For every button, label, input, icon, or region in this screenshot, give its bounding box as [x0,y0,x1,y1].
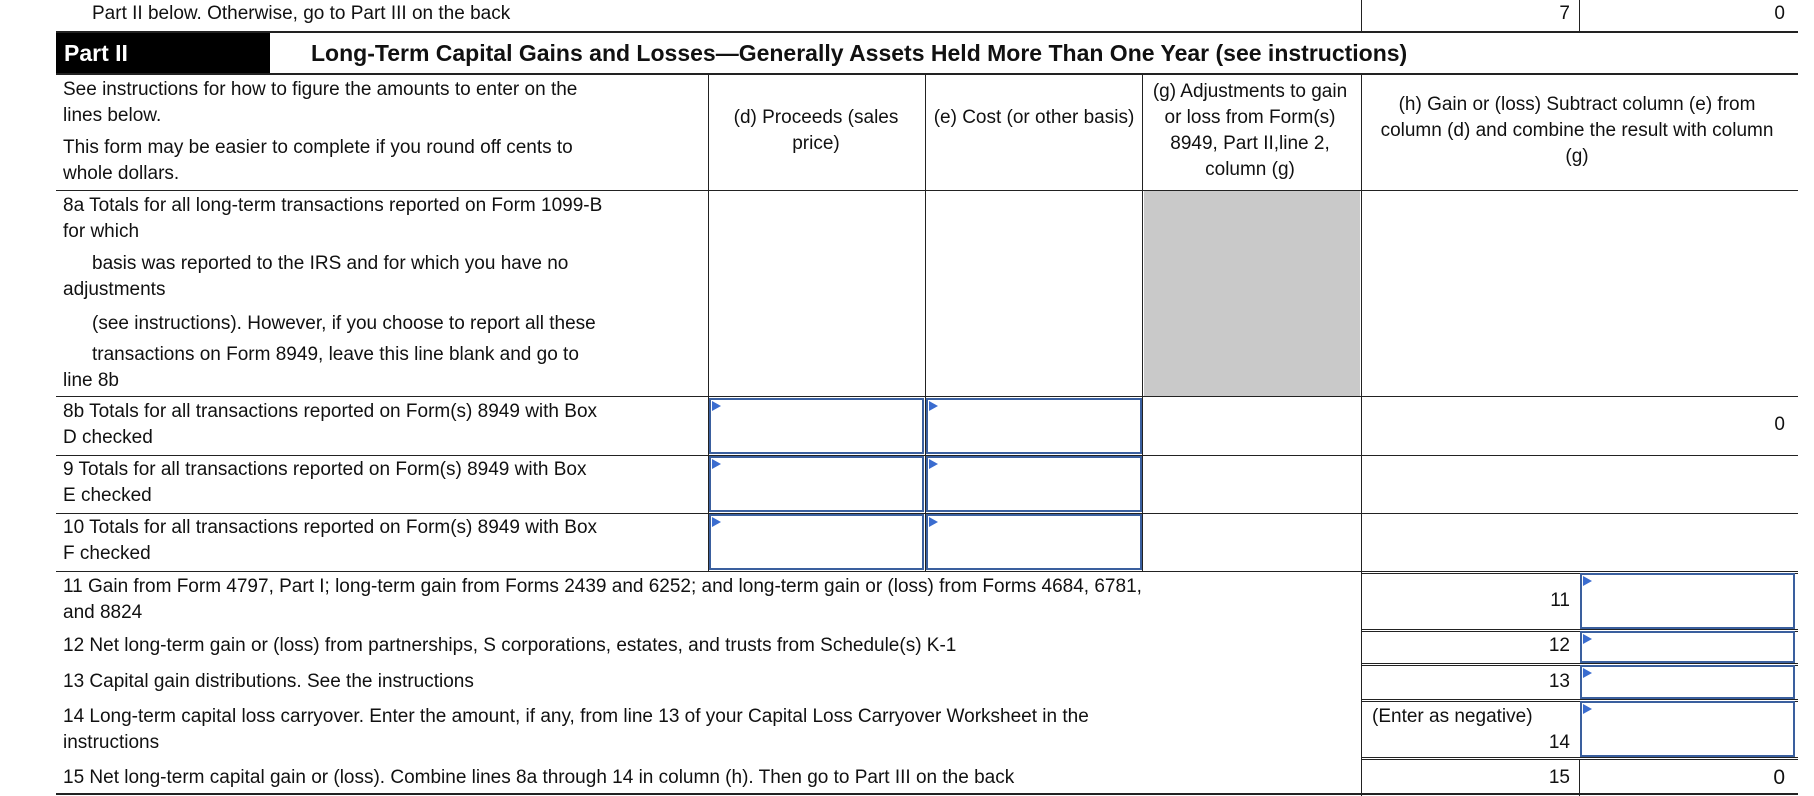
column-g-header: (g) Adjustments to gain or loss from Form(s) 8949, Part II,line 2, column (g) [1152,81,1348,180]
instructions-line1: See instructions for how to figure the amounts to enter on the [63,79,578,100]
row12-line-number: 12 [1548,635,1570,656]
row13-line-number: 13 [1548,671,1570,692]
row15-line-number: 15 [1548,767,1570,788]
divider [1579,759,1580,796]
divider [925,74,926,572]
row8a-line7: line 8b [63,370,119,391]
row15-line1: 15 Net long-term capital gain or (loss). Combine lines 8a through 14 in column (h). Then go to Part III on the back [63,767,1015,788]
row14-line1: 14 Long-term capital loss carryover. Enter the amount, if any, from line 13 of your Capital Loss Carryover Worksheet in the [63,706,1089,727]
row11-line-number: 11 [1550,590,1570,611]
row14-line2: instructions [63,732,160,753]
row8a-line2: for which [63,221,140,242]
rule [56,396,1798,397]
divider [708,74,709,572]
rule [56,31,1798,33]
row8a-line3: basis was reported to the IRS and for which you have no [92,253,569,274]
rule [1361,629,1798,630]
column-h-header: (h) Gain or (loss) Subtract column (e) from column (d) and combine the result with column (g) [1380,94,1774,167]
row12-line1: 12 Net long-term gain or (loss) from partnerships, S corporations, estates, and trusts from Schedule(s) K-1 [63,635,957,656]
column-e-header: (e) Cost (or other basis) [933,107,1135,128]
row14-line-number: 14 [1548,732,1570,753]
row15-value: 0 [1773,766,1785,789]
row14-gain-input[interactable] [1580,701,1795,757]
row9-line2: E checked [63,485,152,506]
row8a-line5: (see instructions). However, if you choose to report all these [92,313,596,334]
rule [1361,663,1798,664]
row9-proceeds-input[interactable] [709,456,924,512]
line7-text: Part II below. Otherwise, go to Part III on the back [92,3,511,24]
row11-line2: and 8824 [63,602,143,623]
part-label-box [56,33,270,73]
row8b-line1: 8b Totals for all transactions reported on Form(s) 8949 with Box [63,401,598,422]
row10-cost-input[interactable] [926,514,1142,570]
part-title: Long-Term Capital Gains and Losses—Generally Assets Held More Than One Year (see instructions) [311,40,1408,66]
line7-value: 0 [1774,3,1785,24]
row10-proceeds-input[interactable] [709,514,924,570]
row12-gain-input[interactable] [1580,631,1795,663]
row10-line1: 10 Totals for all transactions reported on Form(s) 8949 with Box [63,517,598,538]
rule [56,190,1798,191]
row10-line2: F checked [63,543,151,564]
column-d-header: (d) Proceeds (sales price) [733,107,899,154]
row8b-gain-value: 0 [1774,414,1785,435]
divider [1361,0,1362,32]
rule [1361,757,1798,758]
rule [56,793,1798,795]
divider [1142,74,1143,572]
row8a-line1: 8a Totals for all long-term transactions reported on Form 1099-B [63,195,603,216]
row9-cost-input[interactable] [926,456,1142,512]
row9-line1: 9 Totals for all transactions reported on Form(s) 8949 with Box [63,459,587,480]
row13-gain-input[interactable] [1580,665,1795,699]
row11-line1: 11 Gain from Form 4797, Part I; long-term gain from Forms 2439 and 6252; and long-term gain or (loss) from Forms 4684, 6781, [63,576,1142,597]
row11-gain-input[interactable] [1580,573,1795,629]
part-label: Part II [64,40,128,66]
instructions-line3: This form may be easier to complete if you round off cents to [63,137,573,158]
row8a-line6: transactions on Form 8949, leave this line blank and go to [92,344,579,365]
divider [1579,0,1580,32]
instructions-line4: whole dollars. [63,163,180,184]
rule [56,73,1798,75]
row8b-cost-input[interactable] [926,398,1142,454]
row8b-proceeds-input[interactable] [709,398,924,454]
rule [56,571,1798,572]
rule [1361,699,1798,700]
instructions-line2: lines below. [63,105,162,126]
column-g-shaded-cell [1144,191,1360,396]
row8b-line2: D checked [63,427,153,448]
row8a-line4: adjustments [63,279,166,300]
row13-line1: 13 Capital gain distributions. See the instructions [63,671,474,692]
row14-negative-note: (Enter as negative) [1372,706,1533,727]
line7-number: 7 [1559,3,1570,24]
